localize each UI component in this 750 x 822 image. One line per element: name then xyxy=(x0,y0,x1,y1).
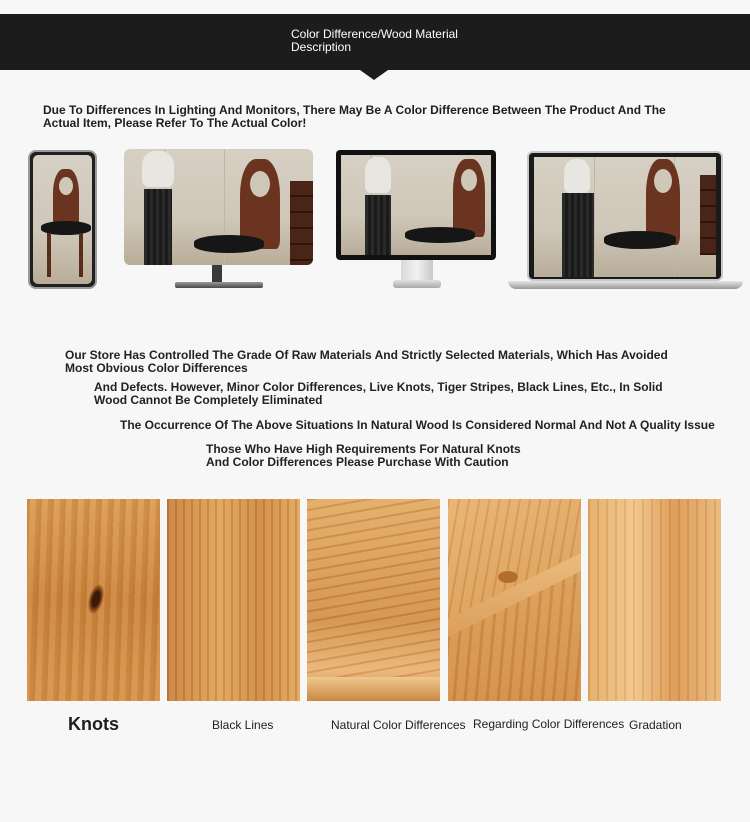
phone-device xyxy=(28,150,97,289)
monitor-screen-image xyxy=(124,149,313,265)
desktop-monitor-screen-image xyxy=(341,155,491,255)
desktop-monitor-base xyxy=(393,280,441,288)
board-edge xyxy=(307,677,440,701)
intro-notice: Due To Differences In Lighting And Monitors, There May Be A Color Difference Between The Product And The Actual Item, Please Refer To The Actual Color! xyxy=(43,103,666,130)
wood-plug-mark xyxy=(498,571,518,583)
statement-raw-materials: Our Store Has Controlled The Grade Of Raw Materials And Strictly Selected Materials, Which Has Avoided Most Obvious Color Differences xyxy=(65,348,668,375)
phone-screen-image xyxy=(33,155,92,284)
laptop-screen-image xyxy=(534,157,716,277)
monitor-base xyxy=(175,282,263,288)
statement-normal: The Occurrence Of The Above Situations In Natural Wood Is Considered Normal And Not A Quality Issue xyxy=(120,418,715,432)
header-banner xyxy=(0,14,750,70)
laptop-base xyxy=(508,281,743,289)
knot-mark xyxy=(85,583,106,616)
caption-regarding-color-differences: Regarding Color Differences xyxy=(473,717,625,731)
caption-black-lines: Black Lines xyxy=(212,718,274,732)
caption-natural-color-differences: Natural Color Differences xyxy=(331,718,466,732)
caption-gradation: Gradation xyxy=(629,718,682,732)
header-arrow xyxy=(360,70,388,80)
monitor-stand xyxy=(212,265,222,282)
desktop-monitor-stand xyxy=(401,260,433,280)
header-title: Color Difference/Wood Material Description xyxy=(291,27,458,54)
statement-caution: Those Who Have High Requirements For Natural Knots And Color Differences Please Purchase With Caution xyxy=(206,442,521,469)
wood-swatch-knots xyxy=(27,499,160,701)
statement-defects: And Defects. However, Minor Color Differences, Live Knots, Tiger Stripes, Black Lines, Etc., In Solid Wood Cannot Be Completely Eliminated xyxy=(94,380,663,407)
wood-swatch-gradation xyxy=(588,499,721,701)
wood-swatch-natural-color-differences xyxy=(307,499,440,701)
caption-knots: Knots xyxy=(68,714,119,734)
wood-swatch-regarding-color-differences xyxy=(448,499,581,701)
wood-swatch-black-lines xyxy=(167,499,300,701)
